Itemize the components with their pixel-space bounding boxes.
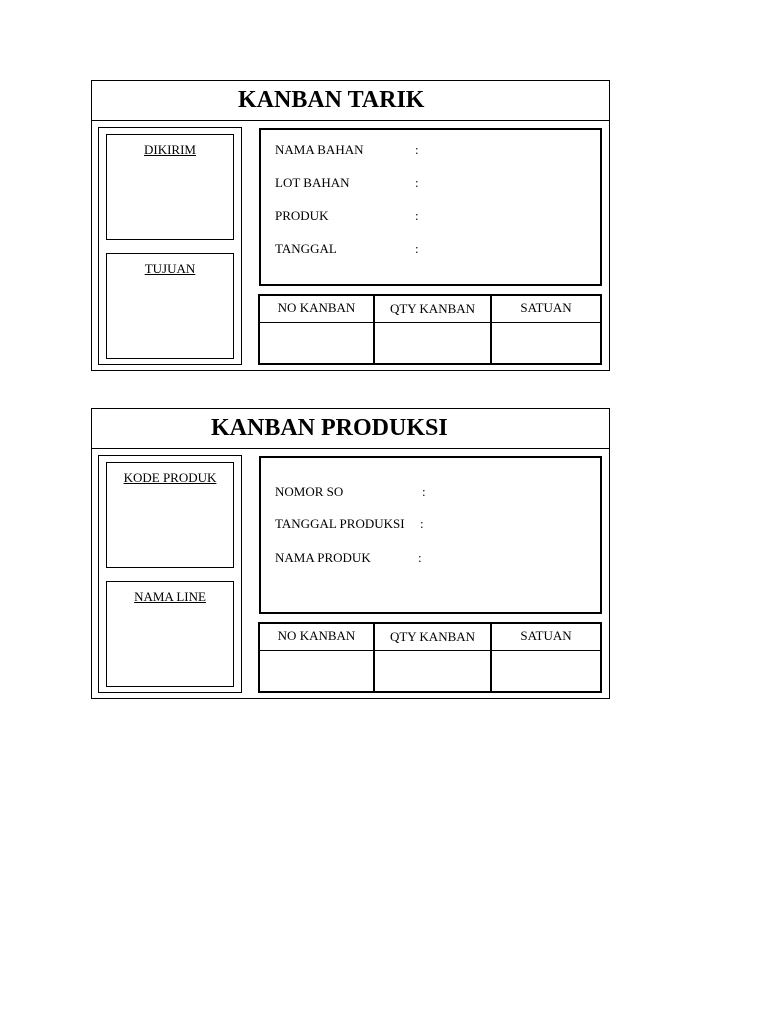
field-colon: :: [420, 516, 424, 531]
field-colon: :: [415, 175, 419, 190]
card-title-header: [92, 81, 609, 121]
field-colon: :: [418, 550, 422, 565]
field-label: TANGGAL: [275, 241, 337, 256]
header-satuan: SATUAN: [520, 300, 572, 315]
kode-produk-box: [106, 462, 234, 568]
card-title-header: [92, 409, 609, 449]
field-colon: :: [422, 484, 426, 499]
left-panel: [98, 127, 242, 365]
field-colon: :: [415, 241, 419, 256]
kanban-table: [258, 622, 602, 693]
field-label: PRODUK: [275, 208, 329, 223]
header-qty-kanban: QTY KANBAN: [389, 629, 476, 644]
tujuan-label: TUJUAN: [144, 261, 196, 276]
field-label: NAMA BAHAN: [275, 142, 364, 157]
kanban-produksi-title: KANBAN PRODUKSI: [211, 415, 448, 441]
header-qty-kanban: QTY KANBAN: [389, 301, 476, 316]
header-no-kanban: NO KANBAN: [277, 300, 356, 315]
field-label: TANGGAL PRODUKSI: [275, 516, 405, 531]
left-panel: [98, 455, 242, 693]
kanban-tarik-card: [91, 80, 610, 371]
header-satuan: SATUAN: [520, 628, 572, 643]
field-colon: :: [415, 208, 419, 223]
info-box: [259, 128, 602, 286]
kanban-table: [258, 294, 602, 365]
kode-produk-label: KODE PRODUK: [123, 470, 217, 485]
field-colon: :: [415, 142, 419, 157]
kanban-tarik-title: KANBAN TARIK: [238, 87, 425, 113]
dikirim-label: DIKIRIM: [144, 142, 196, 157]
tujuan-box: [106, 253, 234, 359]
nama-line-box: [106, 581, 234, 687]
dikirim-box: [106, 134, 234, 240]
kanban-produksi-card: [91, 408, 610, 699]
field-label: NOMOR SO: [275, 484, 344, 499]
nama-line-label: NAMA LINE: [134, 589, 206, 604]
field-label: LOT BAHAN: [275, 175, 350, 190]
header-no-kanban: NO KANBAN: [277, 628, 356, 643]
field-tanggal-produksi: [275, 516, 424, 532]
field-lot-bahan: [275, 175, 419, 191]
info-box: [259, 456, 602, 614]
field-tanggal: [275, 241, 419, 257]
field-produk: [275, 208, 419, 224]
field-label: NAMA PRODUK: [275, 550, 371, 565]
field-nama-produk: [275, 550, 422, 566]
field-nama-bahan: [275, 142, 419, 158]
field-nomor-so: [275, 484, 426, 500]
table-header-divider: [260, 322, 600, 323]
table-header-divider: [260, 650, 600, 651]
